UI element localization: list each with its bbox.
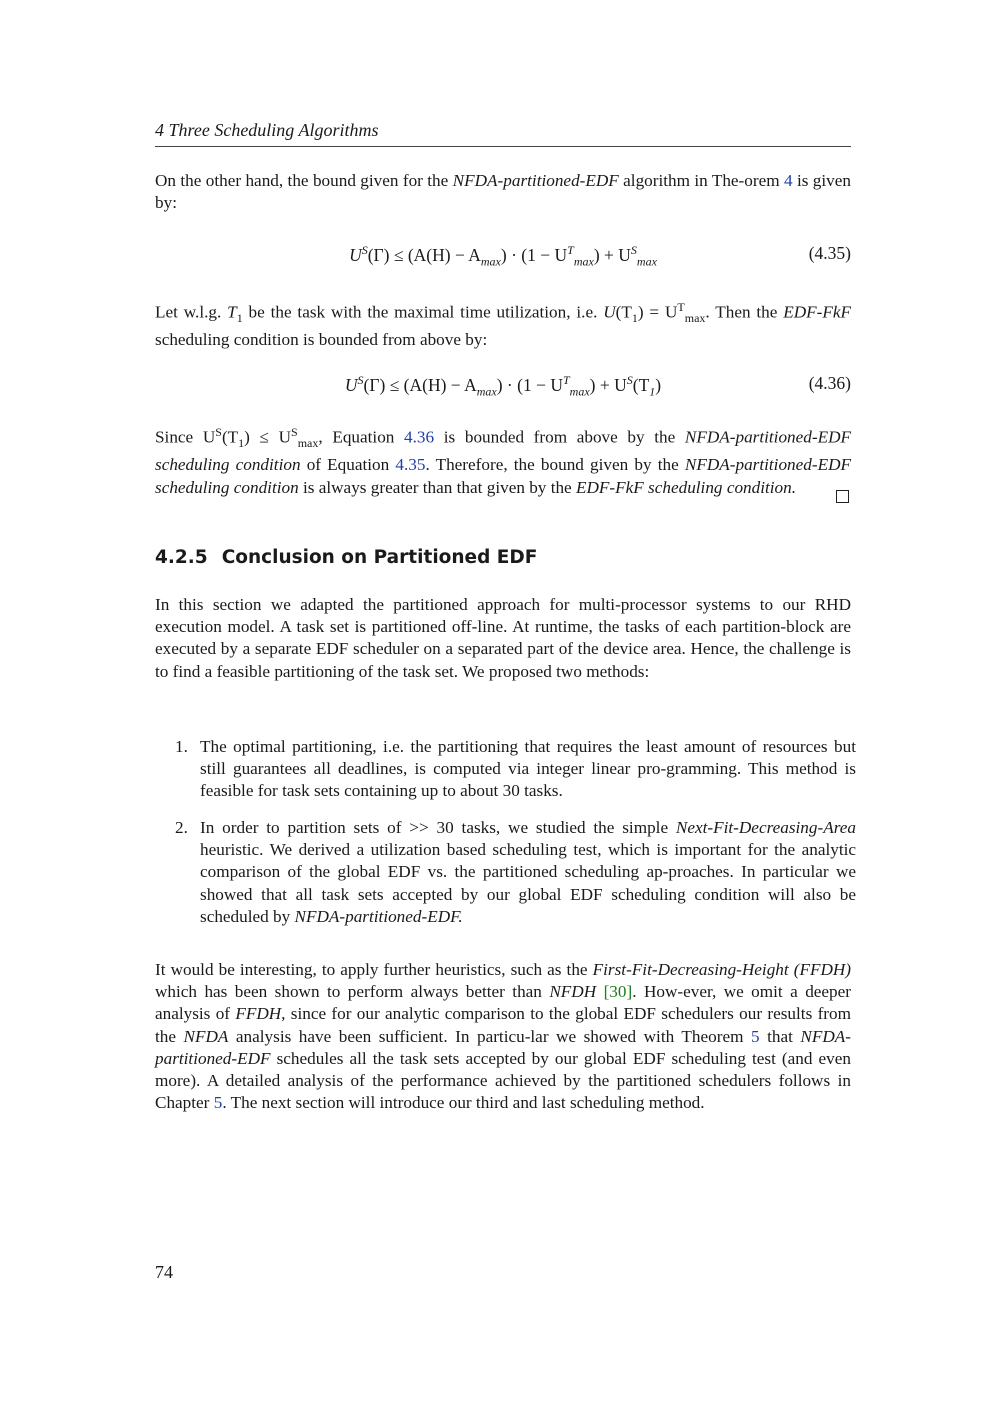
item2-italic-1: Next-Fit-Decreasing-Area bbox=[675, 818, 856, 837]
since-sup-s: S bbox=[215, 425, 222, 439]
final-italic-1: First-Fit-Decreasing-Height (FFDH) bbox=[592, 960, 852, 979]
eq436-lhs: U bbox=[344, 374, 358, 395]
intro-italic: NFDA-partitioned-EDF bbox=[452, 171, 619, 190]
intro-paragraph bbox=[155, 170, 851, 214]
list-marker: 2. bbox=[175, 818, 188, 837]
since-text-5: is bounded from above by the bbox=[434, 427, 685, 447]
final-italic-4: NFDA bbox=[183, 1026, 229, 1046]
list-marker: 1. bbox=[175, 737, 188, 756]
equation-4-36 bbox=[155, 373, 851, 399]
eq436-sub-max-2: max bbox=[569, 384, 590, 399]
intro-text-3: is given by: bbox=[155, 171, 851, 213]
list-item-text: The optimal partitioning, i.e. the partitioning that requires the least amount of resources but still guarantees all deadlines, is computed via integer linear pro-gramming. This method is feasible for task sets containing up to about 30 tasks. bbox=[200, 737, 856, 801]
theorem-link[interactable]: 5 bbox=[750, 1026, 760, 1046]
equation-4-35-formula bbox=[155, 243, 851, 269]
final-text-4: . How-ever, we omit a deeper analysis of bbox=[155, 982, 851, 1024]
eq436-body3: ) + U bbox=[589, 374, 627, 395]
item2-text-2: heuristic. We derived a utilization based scheduling test, which is important for the analytic comparison of the global EDF vs. the partitioned scheduling ap-proaches. In particular we showed that all task sets accepted by our global EDF scheduling condition will also be scheduled by bbox=[200, 840, 856, 926]
final-text-5: since for our analytic comparison to the global EDF schedulers our results from the bbox=[155, 1004, 851, 1046]
eq436-body1: (Γ) ≤ (A(H) − A bbox=[363, 374, 477, 395]
eq435-lhs: U bbox=[349, 244, 362, 265]
eq436-sup-s-2: S bbox=[626, 373, 633, 387]
citation-link[interactable]: [30] bbox=[603, 982, 633, 1002]
list-item bbox=[175, 817, 856, 928]
since-sub-max: max bbox=[297, 436, 319, 451]
qed-square-icon bbox=[836, 490, 849, 503]
equation-link-4-36[interactable]: 4.36 bbox=[404, 427, 435, 447]
list-item bbox=[175, 736, 856, 803]
since-text-1: Since U bbox=[155, 427, 216, 447]
wlog-sup-T: T bbox=[677, 300, 685, 314]
theorem-link[interactable]: 4 bbox=[783, 171, 793, 190]
since-italic-3: EDF-FkF scheduling condition. bbox=[576, 477, 797, 497]
item2-italic-2: NFDA-partitioned-EDF. bbox=[294, 906, 463, 926]
since-sub-1: 1 bbox=[238, 436, 245, 451]
wlog-T: T bbox=[227, 302, 237, 322]
equation-4-35 bbox=[155, 243, 851, 269]
eq435-sup-t: T bbox=[567, 243, 574, 257]
conclusion-paragraph: In this section we adapted the partitioned approach for multi-processor systems to our RHD execution model. A task set is partitioned off-line. At runtime, the tasks of each partition-block are executed by a separate EDF scheduler on a separated part of the device area. Hence, the challenge is to find a feasible partitioning of the task set. We proposed two methods: bbox=[155, 595, 851, 681]
wlog-sub-1: 1 bbox=[236, 311, 243, 326]
eq435-sup-s: S bbox=[361, 243, 368, 257]
eq435-body3: ) + U bbox=[593, 244, 631, 265]
equation-link-4-35[interactable]: 4.35 bbox=[395, 455, 426, 475]
intro-text-1: On the other hand, the bound given for the bbox=[155, 171, 453, 190]
chapter-title: 4 Three Scheduling Algorithms bbox=[155, 120, 379, 140]
section-title: Conclusion on Partitioned EDF bbox=[221, 547, 538, 568]
eq436-sub-max: max bbox=[476, 384, 497, 399]
wlog-text-5: . Then the bbox=[705, 302, 784, 322]
page-number: 74 bbox=[155, 1262, 173, 1282]
equation-4-36-formula bbox=[155, 373, 851, 399]
eq436-body2: ) · (1 − U bbox=[496, 374, 563, 395]
wlog-paragraph bbox=[155, 296, 851, 352]
final-text-2: which has been shown to perform always better than bbox=[155, 982, 550, 1002]
eq435-sub-max: max bbox=[480, 254, 501, 269]
final-text-1: It would be interesting, to apply further heuristics, such as the bbox=[155, 960, 593, 979]
final-italic-3: FFDH, bbox=[235, 1004, 286, 1024]
eq436-sub-1: 1 bbox=[649, 384, 656, 399]
wlog-sub-max: max bbox=[684, 311, 706, 326]
since-text-7: . Therefore, the bound given by the bbox=[425, 455, 685, 475]
wlog-text-3: (T bbox=[615, 302, 632, 322]
section-number: 4.2.5 bbox=[155, 547, 208, 568]
intro-text-2: algorithm in The-orem bbox=[618, 171, 784, 190]
eq436-body4: (T bbox=[632, 374, 650, 395]
since-paragraph bbox=[155, 421, 851, 499]
final-italic-5: NFDA-partitioned-EDF bbox=[155, 1026, 851, 1068]
wlog-edf: EDF-FkF bbox=[783, 302, 851, 322]
since-text-2: (T bbox=[221, 427, 239, 447]
since-text-8: is always greater than that given by the bbox=[298, 477, 576, 497]
item2-text-1: In order to partition sets of >> 30 tasks, we studied the simple bbox=[200, 818, 676, 837]
wlog-U: U bbox=[603, 302, 616, 322]
eq435-body1: (Γ) ≤ (A(H) − A bbox=[367, 244, 481, 265]
since-italic-2: NFDA-partitioned-EDF scheduling condition bbox=[155, 455, 851, 497]
eq436-sup-s: S bbox=[357, 373, 364, 387]
equation-number: (4.35) bbox=[808, 243, 851, 263]
wlog-text-1: Let w.l.g. bbox=[155, 302, 228, 322]
chapter-link[interactable]: 5 bbox=[213, 1093, 223, 1113]
final-text-6: analysis have been sufficient. In particu-lar we showed with Theorem bbox=[228, 1026, 751, 1046]
wlog-text-6: scheduling condition is bounded from above by: bbox=[155, 330, 488, 350]
final-italic-2: NFDH bbox=[549, 982, 597, 1002]
final-text-8: schedules all the task sets accepted by our global EDF scheduling test (and even more). A detailed analysis of the performance achieved by the partitioned schedulers follows in Chapter bbox=[155, 1048, 851, 1113]
eq436-sup-t: T bbox=[562, 373, 570, 387]
eq435-sup-s-2: S bbox=[630, 243, 637, 257]
since-text-4: , Equation bbox=[318, 427, 405, 447]
equation-number: (4.36) bbox=[808, 373, 851, 393]
since-italic-1: NFDA-partitioned-EDF scheduling condition bbox=[155, 427, 851, 475]
final-space bbox=[596, 982, 603, 1001]
final-text-9: . The next section will introduce our third and last scheduling method. bbox=[222, 1093, 705, 1113]
since-text-6: of Equation bbox=[300, 455, 396, 475]
eq435-body2: ) · (1 − U bbox=[500, 244, 568, 265]
wlog-sub-1b: 1 bbox=[631, 311, 638, 326]
running-header bbox=[155, 119, 851, 147]
eq435-sub-max-3: max bbox=[636, 254, 657, 269]
since-text-3: ) ≤ U bbox=[244, 427, 292, 447]
section-heading bbox=[155, 546, 851, 570]
eq435-sub-max-2: max bbox=[573, 254, 594, 269]
since-sup-s2: S bbox=[291, 425, 298, 439]
wlog-text-4: ) = U bbox=[637, 302, 678, 322]
eq436-body5: ) bbox=[655, 374, 662, 395]
final-text-7: that bbox=[759, 1026, 801, 1046]
final-paragraph bbox=[155, 959, 851, 1114]
wlog-text-2: be the task with the maximal time utilization, i.e. bbox=[242, 302, 604, 322]
